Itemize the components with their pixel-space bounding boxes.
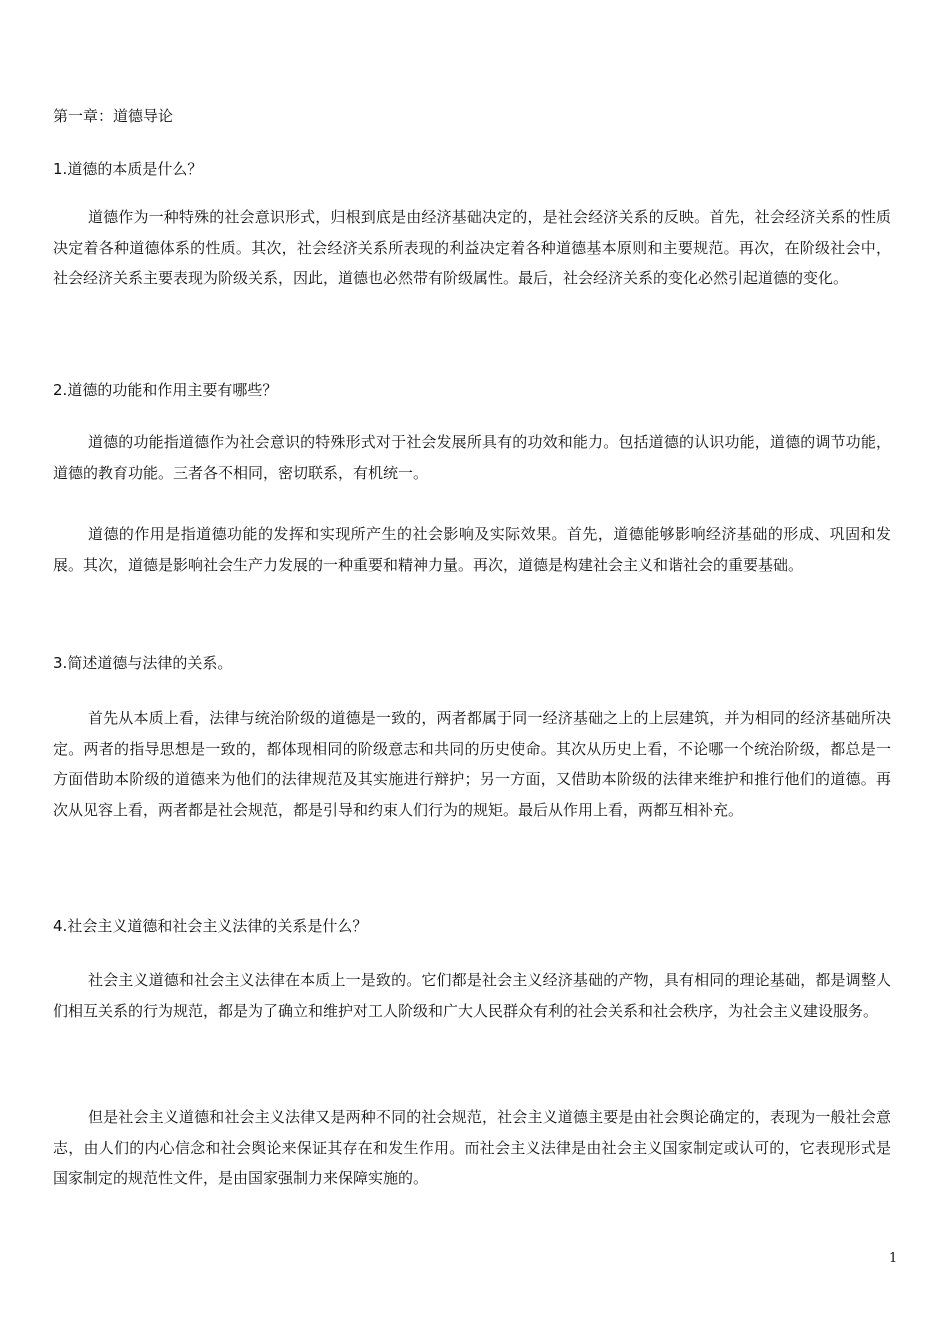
question-heading-1 <box>53 157 202 181</box>
question-number: 4. <box>53 917 68 935</box>
answer-paragraph: 道德的功能指道德作为社会意识的特殊形式对于社会发展所具有的功效和能力。包括道德的认识功能，道德的调节功能，道德的教育功能。三者各不相同，密切联系，有机统一。 <box>53 433 891 482</box>
answer-paragraph: 社会主义道德和社会主义法律在本质上一是致的。它们都是社会主义经济基础的产物，具有相同的理论基础，都是调整人们相互关系的行为规范，都是为了确立和维护对工人阶级和广大人民群众有利的社会关系和社会秩序，为社会主义建设服务。 <box>53 971 891 1020</box>
answer-paragraph: 道德的作用是指道德功能的发挥和实现所产生的社会影响及实际效果。首先，道德能够影响经济基础的形成、巩固和发展。其次，道德是影响社会生产力发展的一种重要和精神力量。再次，道德是构建社会主义和谐社会的重要基础。 <box>53 525 891 574</box>
question-heading-3 <box>53 651 232 675</box>
question-text: 社会主义道德和社会主义法律的关系是什么？ <box>67 917 368 935</box>
answer-paragraph: 但是社会主义道德和社会主义法律又是两种不同的社会规范，社会主义道德主要是由社会舆论确定的，表现为一般社会意志，由人们的内心信念和社会舆论来保证其存在和发生作用。而社会主义法律是由社会主义国家制定或认可的，它表现形式是国家制定的规范性文件，是由国家强制力来保障实施的。 <box>53 1108 891 1187</box>
question-text: 道德的功能和作用主要有哪些？ <box>67 381 278 399</box>
question-number: 3. <box>53 654 68 672</box>
question-heading-2 <box>53 378 277 402</box>
question-text: 简述道德与法律的关系。 <box>67 654 233 672</box>
question-number: 1. <box>53 160 68 178</box>
question-heading-4 <box>53 914 367 938</box>
question-text: 道德的本质是什么？ <box>67 160 203 178</box>
page-number: 1 <box>889 1251 898 1266</box>
chapter-title: 第一章：道德导论 <box>53 107 174 125</box>
answer-paragraph: 首先从本质上看，法律与统治阶级的道德是一致的，两者都属于同一经济基础之上的上层建筑，并为相同的经济基础所决定。两者的指导思想是一致的，都体现相同的阶级意志和共同的历史使命。其次从历史上看，不论哪一个统治阶级，都总是一方面借助本阶级的道德来为他们的法律规范及其实施进行辩护；另一方面，又借助本阶级的法律来维护和推行他们的道德。再次从见容上看，两者都是社会规范，都是引导和约束人们行为的规矩。最后从作用上看，两都互相补充。 <box>53 709 891 819</box>
question-number: 2. <box>53 381 68 399</box>
answer-paragraph: 道德作为一种特殊的社会意识形式，归根到底是由经济基础决定的，是社会经济关系的反映。首先，社会经济关系的性质决定着各种道德体系的性质。其次，社会经济关系所表现的利益决定着各种道德基本原则和主要规范。再次，在阶级社会中，社会经济关系主要表现为阶级关系，因此，道德也必然带有阶级属性。最后，社会经济关系的变化必然引起道德的变化。 <box>53 208 891 287</box>
